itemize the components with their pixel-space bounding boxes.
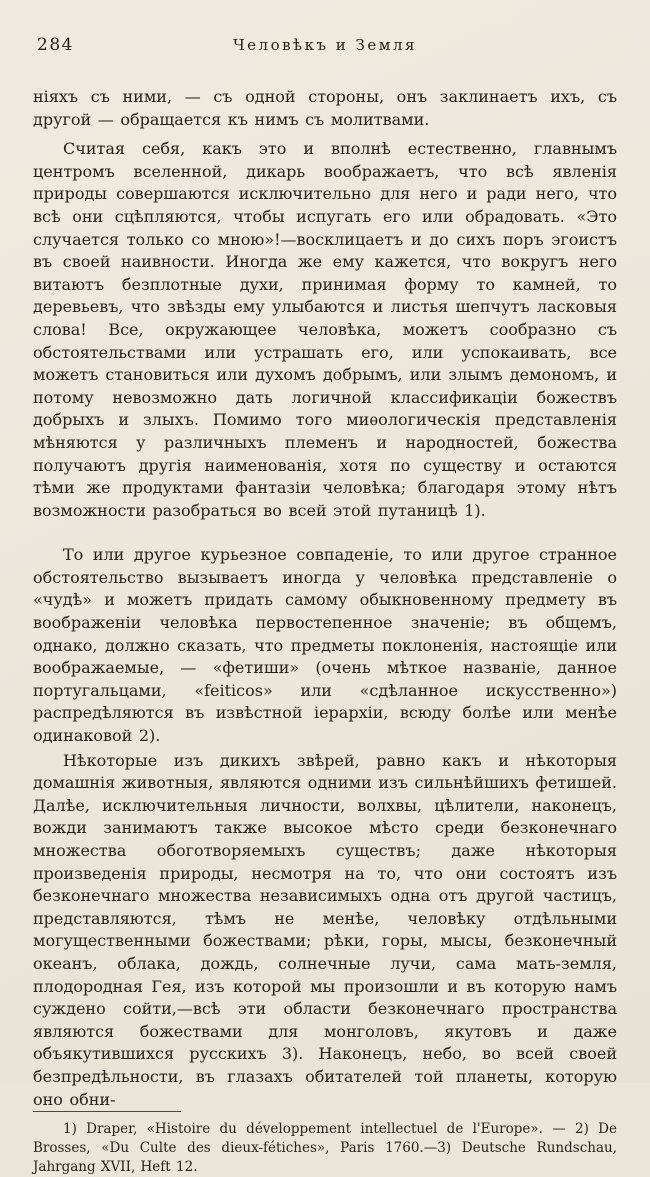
body-paragraph-continuation: ніяхъ съ ними, — съ одной стороны, онъ заклинаетъ ихъ, съ другой — обращается къ нимъ съ молитвами. (33, 87, 617, 129)
footnote-divider (33, 1111, 181, 1112)
body-paragraph: То или другое курьезное совпаденіе, то или другое странное обстоятельство вызываетъ иногда у человѣка представленіе о «чудѣ» и можетъ придать самому обыкновенному предмету въ воображеніи человѣка первостепенное значеніе; въ общемъ, однако, должно сказать, что предметы поклоненія, настоящіе или воображаемые, — «фетиши» (очень мѣткое названіе, данное португальцами, «feiticos» или «сдѣланное искусственно») распредѣляются въ извѣстной іерархіи, всюду болѣе или менѣе одинаковой 2). (33, 545, 617, 746)
running-title: Человѣкъ и Земля (233, 36, 417, 54)
page-number: 284 (37, 35, 74, 55)
body-paragraph: Нѣкоторые изъ дикихъ звѣрей, равно какъ и нѣкоторыя домашнія животныя, являются одними изъ сильнѣйшихъ фетишей. Далѣе, исключительныя личности, волхвы, цѣлители, наконецъ, вожди занимаютъ также высокое мѣсто среди безконечнаго множества обоготворяемыхъ существъ; даже нѣкоторыя произведенія природы, несмотря на то, что они состоятъ изъ безконечнаго множества независимыхъ одна отъ другой частицъ, представляются, тѣмъ не менѣе, человѣку отдѣльными могущественными божествами; рѣки, горы, мысы, безконечный океанъ, облака, дождь, солнечные лучи, сама мать-земля, плодородная Гея, изъ которой мы произошли и въ которую намъ суждено сойти,—всѣ эти области безконечнаго пространства являются божествами для монголовъ, якутовъ и даже объякутившихся русскихъ 3). Наконецъ, небо, во всей своей безпредѣльности, въ глазахъ обитателей той планеты, которую оно обни- (33, 750, 617, 1109)
footnote-text: 1) Draper, «Histoire du développement intellectuel de l'Europe». — 2) De Brosses, «Du Culte des dieux-fétiches», Paris 1760.—3) Deutsche Rundschau, Jahrgang XVII, Heft 12. (33, 1121, 617, 1176)
footnote-section (33, 1111, 617, 1177)
body-paragraph: Считая себя, какъ это и вполнѣ естественно, главнымъ центромъ вселенной, дикарь воображаетъ, что всѣ явленія природы совершаются исключительно для него и ради него, что всѣ они сцѣпляются, чтобы испугать его или обрадовать. «Это случается только со мною»!—восклицаетъ и до сихъ поръ эгоистъ въ своей наивности. Иногда же ему кажется, что вокругъ него витаютъ безплотные духи, принимая форму то камней, то деревьевъ, что звѣзды ему улыбаются и листья шепчутъ ласковыя слова! Все, окружающее человѣка, можетъ сообразно съ обстоятельствами или устрашать его, или успокаивать, все можетъ становиться или духомъ добрымъ, или злымъ демономъ, и потому невозможно дать логичной классификаціи божествъ добрыхъ и злыхъ. Помимо того миѳологическія представленія мѣняются у различныхъ племенъ и народностей, божества получаютъ другія наименованія, хотя по существу и остаются тѣми же продуктами фантазіи человѣка; благодаря этому нѣтъ возможности разобраться во всей этой путаницѣ 1). (33, 139, 617, 520)
page-header (33, 36, 617, 54)
page-body (33, 86, 617, 1111)
